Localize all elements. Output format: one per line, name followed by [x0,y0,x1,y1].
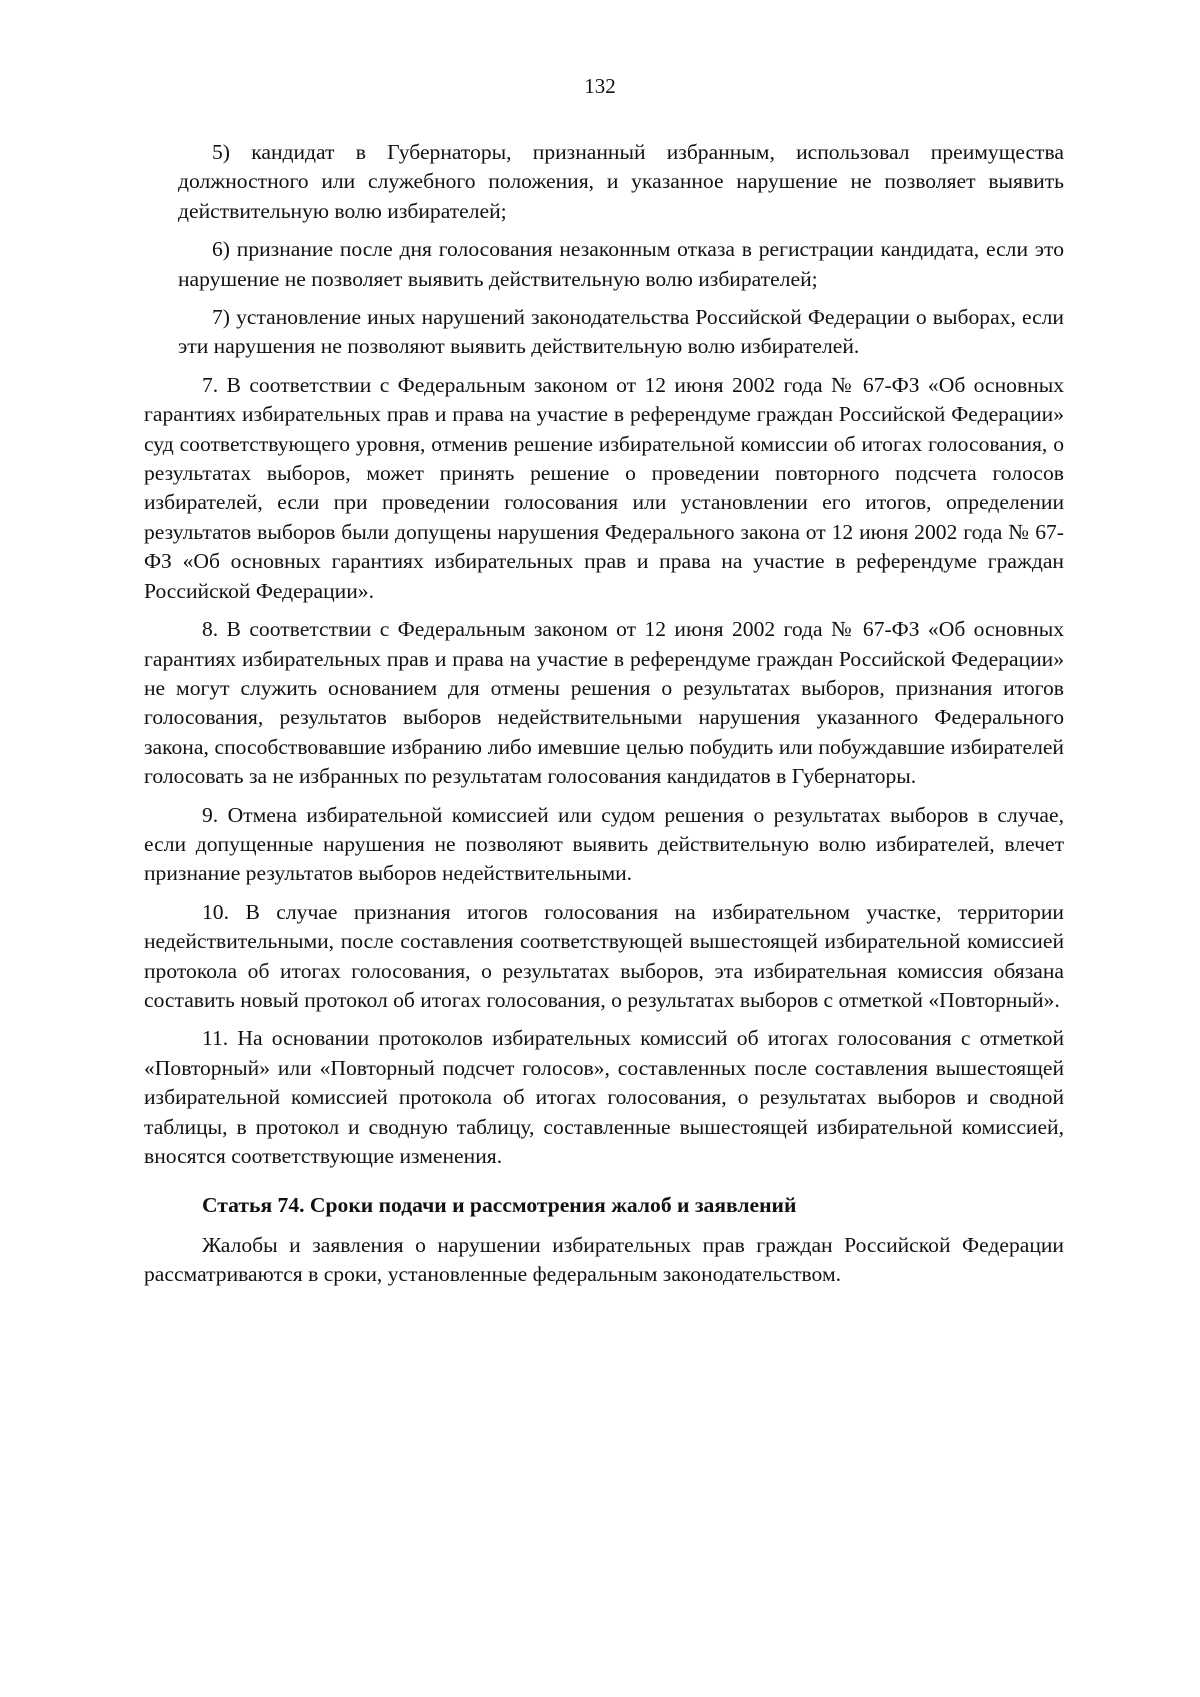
page-number: 132 [584,74,616,98]
document-body [144,138,1064,1290]
paragraph-7: 7. В соответствии с Федеральным законом от 12 июня 2002 года № 67-ФЗ «Об основных гарантиях избирательных прав и права на участие в референдуме граждан Российской Федерации» суд соответствующего уровня, отменив решение избирательной комиссии об итогах голосования, о результатах выборов, может принять решение о проведении повторного подсчета голосов избирателей, если при проведении голосования или установлении его итогов, определении результатов выборов были допущены нарушения Федерального закона от 12 июня 2002 года № 67-ФЗ «Об основных гарантиях избирательных прав и права на участие в референдуме граждан Российской Федерации». [144,372,1064,603]
article-74-text: Жалобы и заявления о нарушении избирательных прав граждан Российской Федерации рассматриваются в сроки, установленные федеральным законодательством. [144,1232,1064,1287]
paragraph-8: 8. В соответствии с Федеральным законом от 12 июня 2002 года № 67-ФЗ «Об основных гарантиях избирательных прав и права на участие в референдуме граждан Российской Федерации» не могут служить основанием для отмены решения о результатах выборов, признания итогов голосования, результатов выборов недействительными нарушения указанного Федерального закона, способствовавшие избранию либо имевшие целью побудить или побуждавшие избирателей голосовать за не избранных по результатам голосования кандидатов в Губернаторы. [144,617,1064,789]
paragraph-11: 11. На основании протоколов избирательных комиссий об итогах голосования с отметкой «Повторный» или «Повторный подсчет голосов», составленных после составления вышестоящей избирательной комиссией протокола об итогах голосования, о результатах выборов и сводной таблицы, в протокол и сводную таблицу, составленные вышестоящей избирательной комиссией, вносятся соответствующие изменения. [144,1026,1064,1168]
subitem-7: 7) установление иных нарушений законодательства Российской Федерации о выборах, если эти нарушения не позволяют выявить действительную волю избирателей. [178,305,1064,359]
subitem-5: 5) кандидат в Губернаторы, признанный избранным, использовал преимущества должностного или служебного положения, и указанное нарушение не позволяет выявить действительную волю избирателей; [178,140,1064,223]
article-74-heading: Статья 74. Сроки подачи и рассмотрения жалоб и заявлений [202,1193,797,1218]
subitem-6: 6) признание после дня голосования незаконным отказа в регистрации кандидата, если это нарушение не позволяет выявить действительную волю избирателей; [178,237,1064,291]
paragraph-10: 10. В случае признания итогов голосования на избирательном участке, территории недействительными, после составления соответствующей вышестоящей избирательной комиссией протокола об итогах голосования, о результатах выборов, эта избирательная комиссия обязана составить новый протокол об итогах голосования, о результатах выборов с отметкой «Повторный». [144,899,1064,1012]
paragraph-9: 9. Отмена избирательной комиссией или судом решения о результатах выборов в случае, если допущенные нарушения не позволяют выявить действительную волю избирателей, влечет признание результатов выборов недействительными. [144,802,1064,886]
